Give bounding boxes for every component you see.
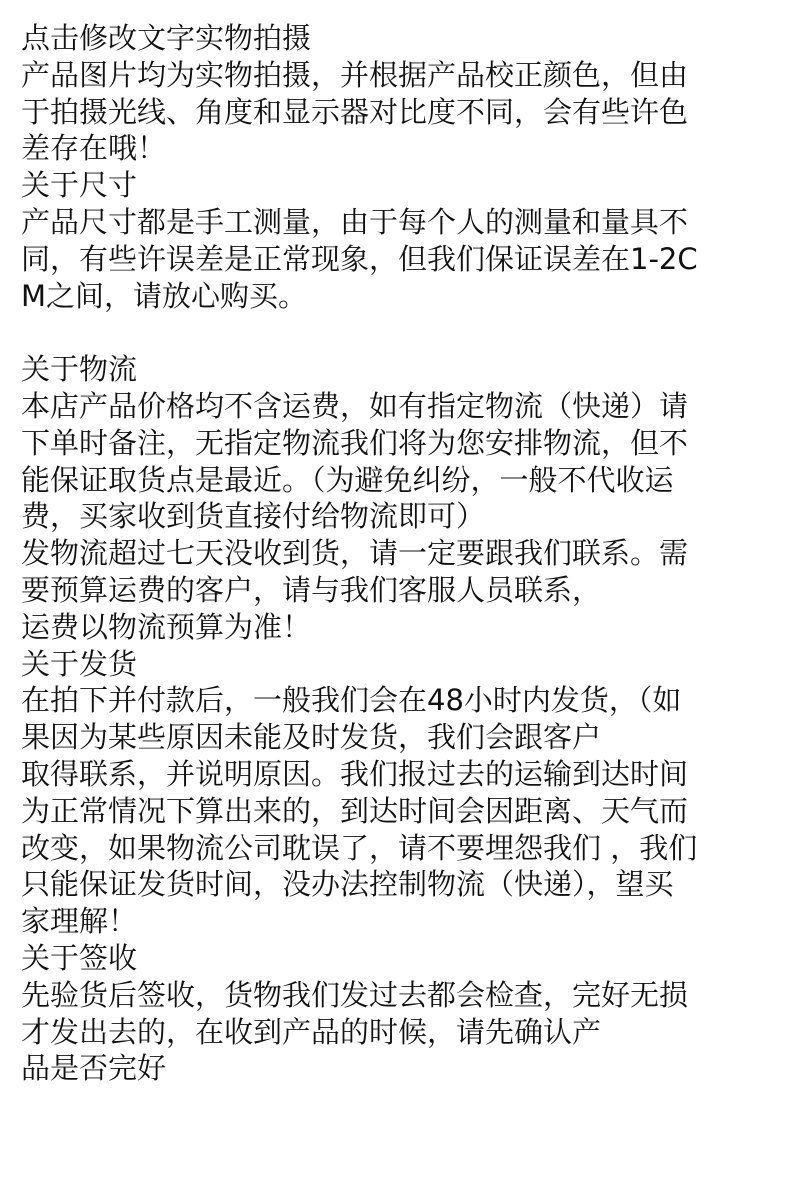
blank-line-spacer — [21, 314, 781, 351]
paragraph-line: 改变，如果物流公司耽误了，请不要埋怨我们 ，我们 — [21, 830, 698, 865]
paragraph-line: 产品尺寸都是手工测量，由于每个人的测量和量具不 — [21, 204, 689, 239]
paragraph-line: 取得联系，并说明原因。我们报过去的运输到达时间 — [21, 756, 689, 791]
paragraph-line: 差存在哦！ — [21, 131, 167, 166]
paragraph-line: M之间，请放心购买。 — [21, 278, 308, 313]
paragraph-line: 下单时备注，无指定物流我们将为您安排物流，但不 — [21, 425, 689, 460]
paragraph-line: 只能保证发货时间，没办法控制物流（快递），望买 — [21, 867, 674, 902]
section-logistics — [21, 351, 781, 645]
section-heading: 关于发货 — [21, 646, 138, 681]
section-shipping — [21, 646, 781, 940]
section-size — [21, 167, 781, 314]
product-notice-document — [21, 20, 781, 1087]
paragraph-line: 家理解！ — [21, 904, 138, 939]
section-heading: 关于签收 — [21, 940, 138, 975]
paragraph-line: 才发出去的，在收到产品的时候，请先确认产 — [21, 1014, 602, 1049]
paragraph-line: 同，有些许误差是正常现象，但我们保证误差在1-2C — [21, 241, 698, 276]
paragraph-line: 为正常情况下算出来的，到达时间会因距离、天气而 — [21, 793, 689, 828]
paragraph-line: 发物流超过七天没收到货，请一定要跟我们联系。需 — [21, 536, 689, 571]
section-heading: 关于物流 — [21, 352, 138, 387]
paragraph-line: 果因为某些原因未能及时发货，我们会跟客户 — [21, 720, 602, 755]
section-receipt — [21, 940, 781, 1087]
paragraph-line: 在拍下并付款后，一般我们会在48小时内发货，（如 — [21, 683, 682, 718]
paragraph-line: 运费以物流预算为准！ — [21, 609, 312, 644]
section-heading: 点击修改文字实物拍摄 — [21, 21, 312, 55]
paragraph-line: 产品图片均为实物拍摄，并根据产品校正颜色，但由 — [21, 57, 689, 92]
paragraph-line: 能保证取货点是最近。（为避免纠纷，一般不代收运 — [21, 462, 674, 497]
paragraph-line: 于拍摄光线、角度和显示器对比度不同，会有些许色 — [21, 94, 689, 129]
paragraph-line: 本店产品价格均不含运费，如有指定物流（快递）请 — [21, 388, 689, 423]
section-photo — [21, 20, 781, 167]
paragraph-line: 品是否完好 — [21, 1051, 167, 1086]
paragraph-line: 要预算运费的客户，请与我们客服人员联系， — [21, 572, 602, 607]
paragraph-line: 费，买家收到货直接付给物流即可） — [21, 499, 486, 534]
section-heading: 关于尺寸 — [21, 168, 138, 203]
paragraph-line: 先验货后签收，货物我们发过去都会检查，完好无损 — [21, 977, 689, 1012]
